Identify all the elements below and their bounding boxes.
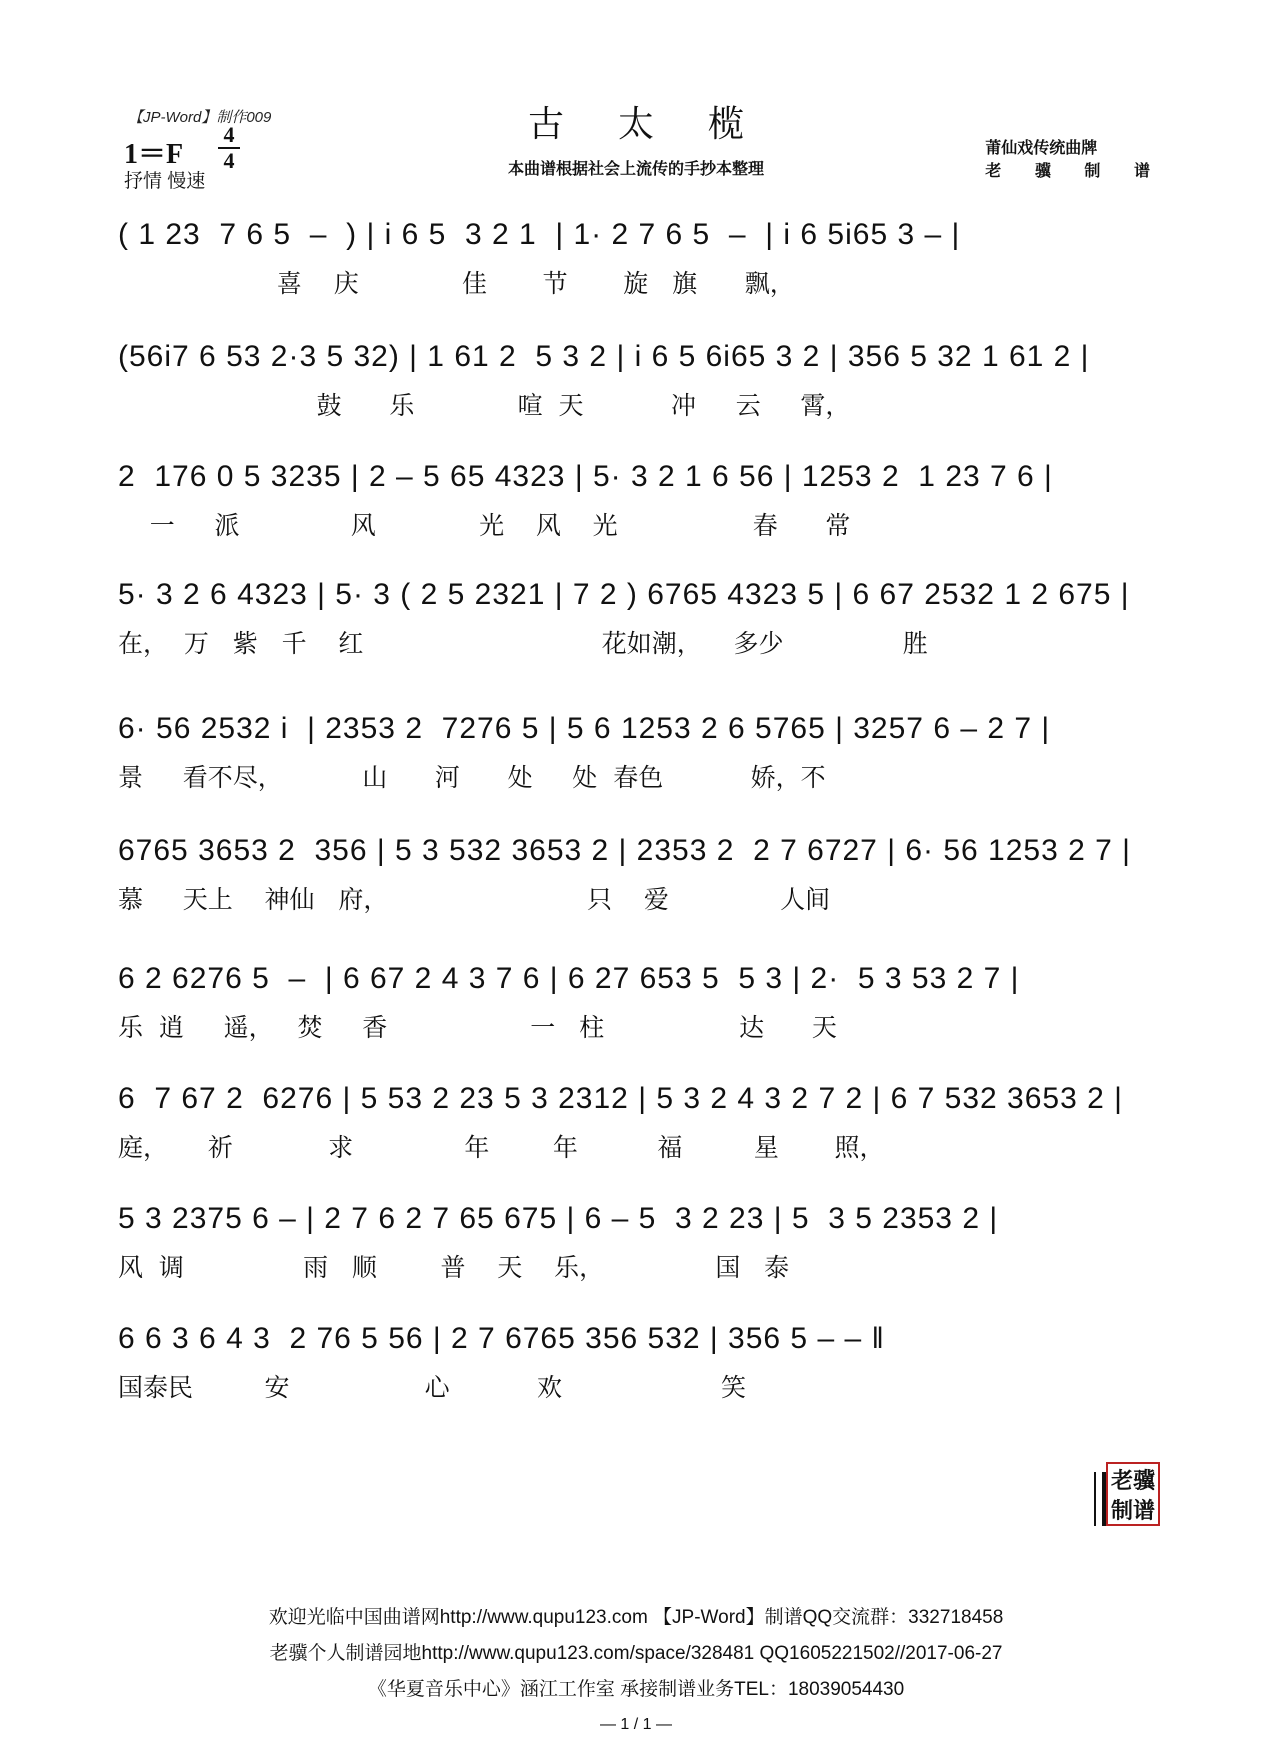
notation-row: (56i7 6 53 2·3 5 32) | 1 61 2 5 3 2 | i 6 5 6i65 3 2 | 356 5 32 1 61 2 | [118,340,1090,373]
footer [0,1602,1272,1710]
key-signature: 1＝F [124,139,184,170]
notation-row: 6 2 6276 5 – | 6 67 2 4 3 7 6 | 6 27 653 5 5 3 | 2· 5 3 53 2 7 | [118,962,1020,995]
notation-row: 6 6 3 6 4 3 2 76 5 56 | 2 7 6765 356 532 | 356 5 – – ‖ [118,1322,885,1355]
notation-row: 6 7 67 2 6276 | 5 53 2 23 5 3 2312 | 5 3 2 4 3 2 7 2 | 6 7 532 3653 2 | [118,1082,1123,1115]
tempo-marking: 抒情 慢速 [124,171,206,192]
lyrics-row: 鼓 乐 喧 天 冲 云 霄， [118,391,851,420]
song-subtitle: 本曲谱根据社会上流传的手抄本整理 [507,159,764,178]
lyrics-row: 一 派 风 光 风 光 春 常 [118,511,851,540]
lyrics-row: 景 看不尽， 山 河 处 处 春色 娇，不 [118,763,826,792]
song-title: 古太榄 [527,104,798,145]
notation-row: 6765 3653 2 356 | 5 3 532 3653 2 | 2353 2 2 7 6727 | 6· 56 1253 2 7 | [118,834,1131,867]
notation-row: 6· 56 2532 i | 2353 2 7276 5 | 5 6 1253 2 6 5765 | 3257 6 – 2 7 | [118,712,1051,745]
lyrics-row: 喜 庆 佳 节 旋 旗 飘， [118,269,795,298]
genre-label: 莆仙戏传统曲牌 [985,138,1098,157]
lyrics-row: 风 调 雨 顺 普 天 乐， 国 泰 [118,1253,790,1282]
time-top: 4 [223,122,235,147]
lyrics-row: 庭， 祈 求 年 年 福 星 照， [118,1133,885,1162]
arranger-label: 老 骥 制 谱 [985,161,1164,180]
notation-row: 5 3 2375 6 – | 2 7 6 2 7 65 675 | 6 – 5 3 2 23 | 5 3 5 2353 2 | [118,1202,999,1235]
notation-row: 5· 3 2 6 4323 | 5· 3 ( 2 5 2321 | 7 2 ) 6765 4323 5 | 6 67 2532 1 2 675 | [118,578,1130,611]
maker-label: 【JP-Word】制作009 [128,109,272,126]
page-number: — 1 / 1 — [599,1716,673,1733]
footer-line-1: 欢迎光临中国曲谱网http://www.qupu123.com 【JP-Word】制谱QQ交流群：332718458 [268,1607,1004,1628]
arranger-seal: 老骥制谱 [1106,1462,1160,1526]
lyrics-row: 慕 天上 神仙 府， 只 爱 人间 [118,885,831,914]
time-bottom: 4 [223,148,235,173]
footer-line-3: 《华夏音乐中心》涵江工作室 承接制谱业务TEL：18039054430 [367,1679,905,1700]
notation-row: ( 1 23 7 6 5 – ) | i 6 5 3 2 1 | 1· 2 7 6 5 – | i 6 5i65 3 – | [118,218,961,251]
lyrics-row: 在， 万 紫 千 红 花如潮， 多少 胜 [118,629,928,658]
footer-line-2: 老骥个人制谱园地http://www.qupu123.com/space/328481 QQ1605221502//2017-06-27 [269,1643,1003,1664]
lyrics-row: 乐 逍 遥， 焚 香 一 柱 达 天 [118,1013,837,1042]
notation-row: 2 176 0 5 3235 | 2 – 5 65 4323 | 5· 3 2 1 6 56 | 1253 2 1 23 7 6 | [118,460,1053,493]
credits [985,136,1164,182]
lyrics-row: 国泰民 安 心 欢 笑 [118,1373,746,1402]
